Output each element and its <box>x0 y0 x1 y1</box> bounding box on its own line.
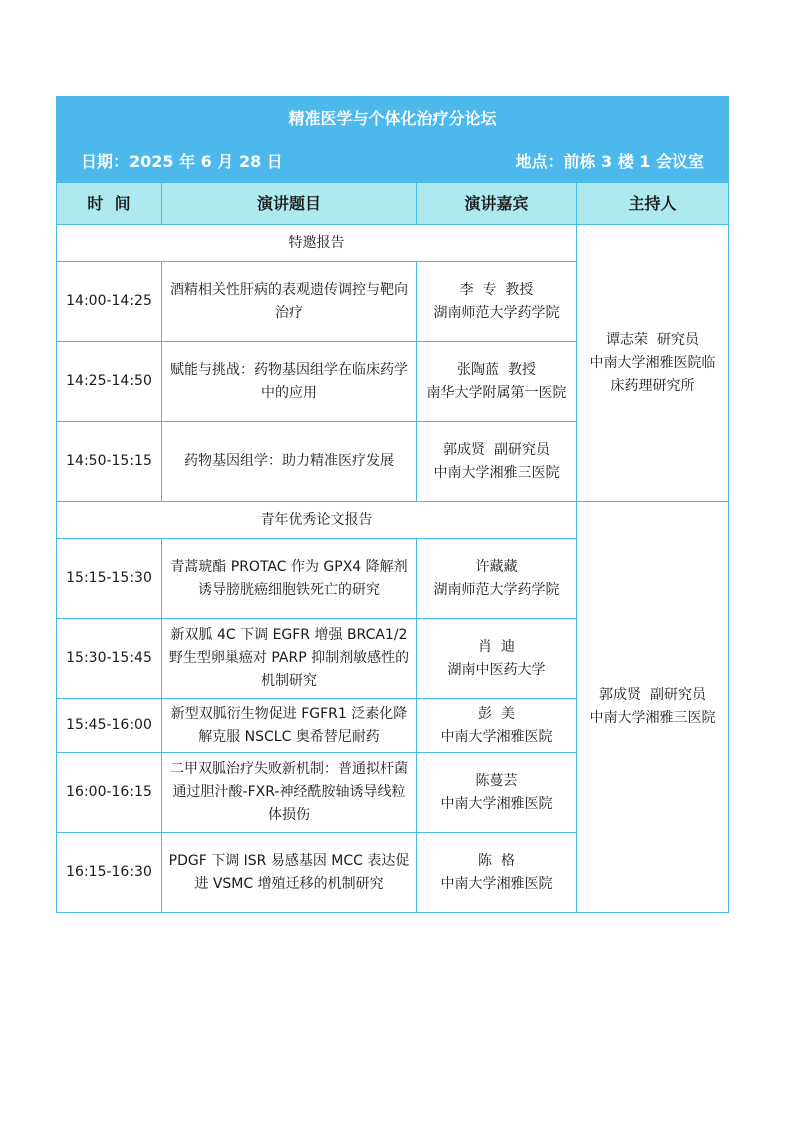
talk-topic: 新双胍 4C 下调 EGFR 增强 BRCA1/2 野生型卵巢癌对 PARP 抑制剂敏感性的机制研究 <box>162 619 417 699</box>
talk-time: 16:00-16:15 <box>57 753 162 833</box>
talk-topic: 赋能与挑战：药物基因组学在临床药学中的应用 <box>162 342 417 422</box>
speaker-affiliation: 湖南师范大学药学院 <box>433 304 560 321</box>
speaker-name: 陈 格 <box>478 852 515 869</box>
speaker-name: 郭成贤 副研究员 <box>443 441 550 458</box>
speaker-name: 李 专 教授 <box>459 281 534 298</box>
speaker-name: 陈蔓芸 <box>475 772 518 789</box>
talk-topic: 新型双胍衍生物促进 FGFR1 泛素化降解克服 NSCLC 奥希替尼耐药 <box>162 699 417 753</box>
talk-speaker <box>417 539 577 619</box>
forum-title: 精准医学与个体化治疗分论坛 <box>57 97 729 140</box>
talk-topic: PDGF 下调 ISR 易感基因 MCC 表达促进 VSMC 增殖迁移的机制研究 <box>162 833 417 913</box>
talk-topic: 药物基因组学：助力精准医疗发展 <box>162 422 417 502</box>
talk-topic: 青蒿琥酯 PROTAC 作为 GPX4 降解剂诱导膀胱癌细胞铁死亡的研究 <box>162 539 417 619</box>
speaker-name: 许藏藏 <box>475 558 518 575</box>
speaker-affiliation: 湖南中医药大学 <box>447 661 546 678</box>
talk-time: 15:45-16:00 <box>57 699 162 753</box>
talk-time: 14:50-15:15 <box>57 422 162 502</box>
talk-speaker <box>417 619 577 699</box>
speaker-affiliation: 中南大学湘雅医院 <box>440 875 553 892</box>
speaker-name: 张陶蓝 教授 <box>457 361 536 378</box>
talk-speaker <box>417 422 577 502</box>
talk-time: 14:00-14:25 <box>57 262 162 342</box>
host-affiliation: 中南大学湘雅医院临床药理研究所 <box>589 354 716 394</box>
talk-topic: 二甲双胍治疗失败新机制：普通拟杆菌通过胆汁酸-FXR-神经酰胺轴诱导线粒体损伤 <box>162 753 417 833</box>
speaker-affiliation: 中南大学湘雅医院 <box>440 795 553 812</box>
schedule-table <box>56 96 729 913</box>
talk-time: 14:25-14:50 <box>57 342 162 422</box>
forum-date: 日期：2025 年 6 月 28 日 <box>81 151 283 171</box>
speaker-name: 彭 美 <box>478 705 515 722</box>
column-header-topic: 演讲题目 <box>162 183 417 225</box>
speaker-affiliation: 湖南师范大学药学院 <box>433 581 560 598</box>
talk-speaker <box>417 342 577 422</box>
speaker-affiliation: 中南大学湘雅医院 <box>440 728 553 745</box>
column-header-host: 主持人 <box>577 183 729 225</box>
section-title: 青年优秀论文报告 <box>57 502 577 539</box>
section-title: 特邀报告 <box>57 225 577 262</box>
forum-info-bar <box>57 140 729 183</box>
talk-time: 15:15-15:30 <box>57 539 162 619</box>
talk-speaker <box>417 753 577 833</box>
talk-topic: 酒精相关性肝病的表观遗传调控与靶向治疗 <box>162 262 417 342</box>
host-name: 谭志荣 研究员 <box>606 331 699 348</box>
speaker-affiliation: 南华大学附属第一医院 <box>426 384 567 401</box>
talk-time: 15:30-15:45 <box>57 619 162 699</box>
talk-time: 16:15-16:30 <box>57 833 162 913</box>
column-header-time: 时 间 <box>57 183 162 225</box>
forum-location: 地点：前栋 3 楼 1 会议室 <box>515 151 705 171</box>
host-affiliation: 中南大学湘雅三医院 <box>589 710 716 726</box>
talk-speaker <box>417 699 577 753</box>
speaker-affiliation: 中南大学湘雅三医院 <box>433 464 560 481</box>
column-header-speaker: 演讲嘉宾 <box>417 183 577 225</box>
section-host <box>577 225 729 502</box>
talk-speaker <box>417 833 577 913</box>
talk-speaker <box>417 262 577 342</box>
host-name: 郭成贤 副研究员 <box>599 687 706 703</box>
section-host <box>577 502 729 913</box>
speaker-name: 肖 迪 <box>478 638 515 655</box>
